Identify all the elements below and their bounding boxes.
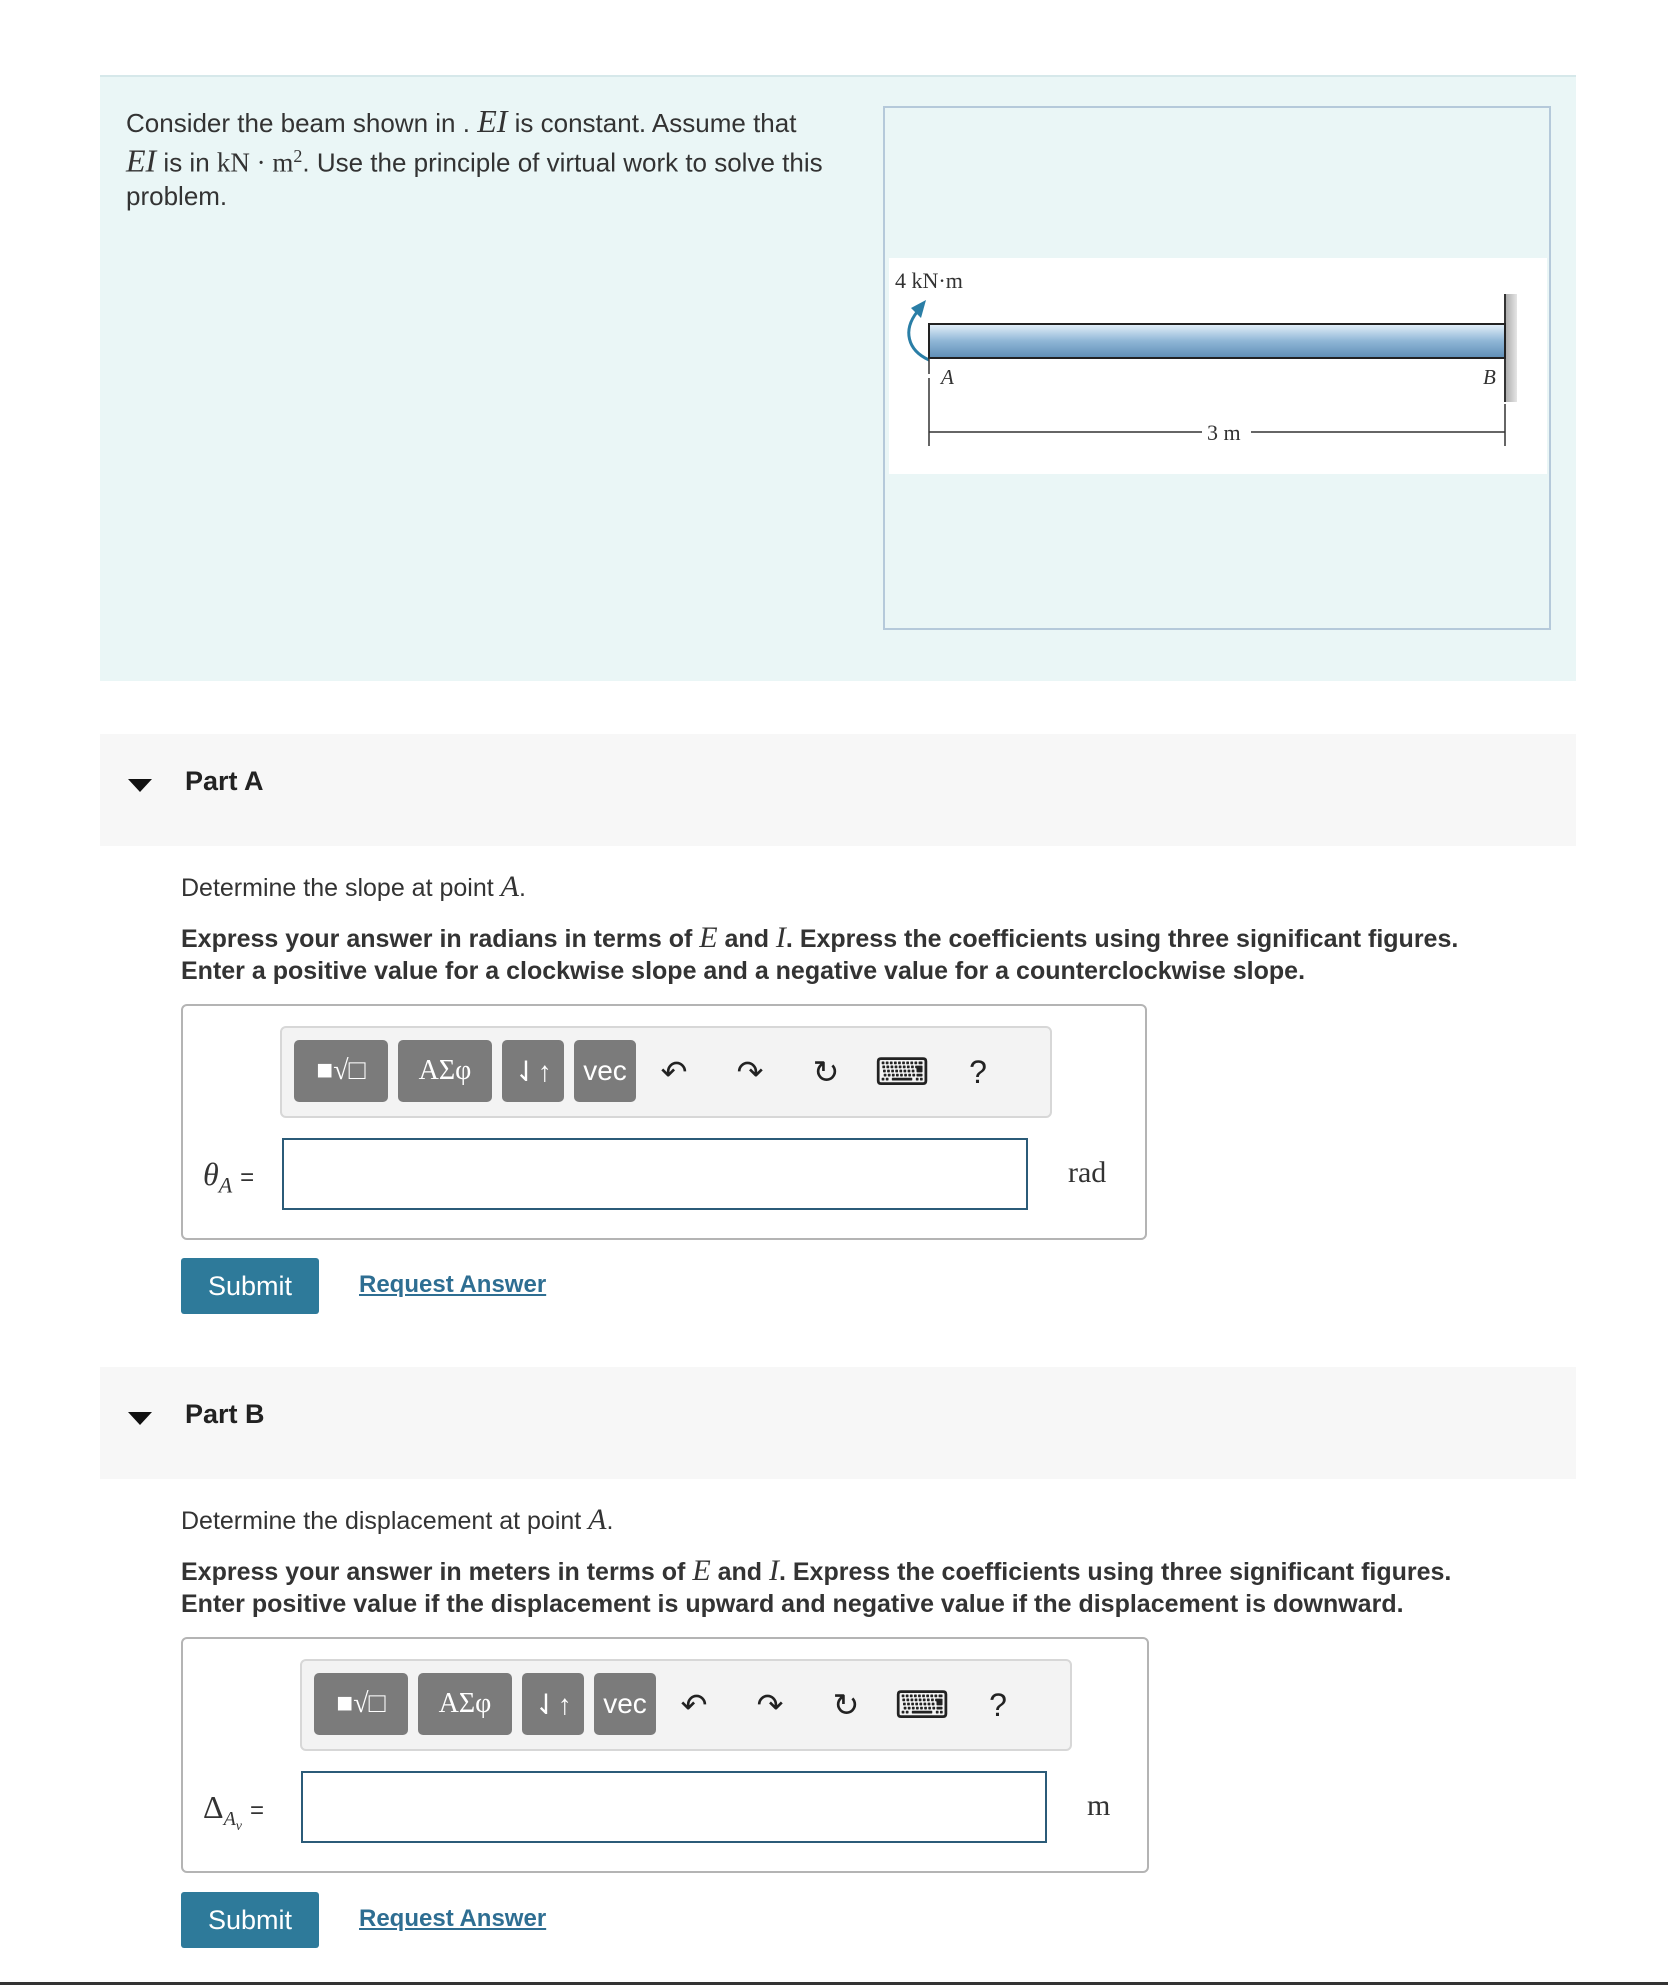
part-b-math-toolbar <box>300 1659 1072 1751</box>
delta-subscript-a: A <box>223 1808 236 1831</box>
delta-av-label <box>203 1789 264 1835</box>
part-b-q-text: Determine the displacement at point <box>181 1507 589 1535</box>
part-b-title: Part B <box>185 1399 265 1429</box>
part-a-instructions <box>181 922 1581 987</box>
part-a-q-var: A <box>500 870 519 903</box>
part-a-question <box>181 870 526 904</box>
part-b-instr-2: . Express the coefficients using three significant figures. <box>778 1558 1452 1586</box>
point-a-label: A <box>941 365 954 389</box>
moment-arrow-icon <box>909 312 929 360</box>
part-a-instr-2: . Express the coefficients using three significant figures. <box>785 925 1459 953</box>
undo-icon[interactable]: ↶ <box>680 1687 708 1723</box>
equals-sign: = <box>240 1164 255 1191</box>
part-a-q-text: Determine the slope at point <box>181 874 501 902</box>
part-b-q-end: . <box>606 1507 614 1535</box>
delta-symbol: Δ <box>203 1789 224 1825</box>
part-b-q-var: A <box>588 1503 607 1536</box>
greek-button[interactable]: ΑΣφ <box>418 1673 512 1735</box>
subscript-superscript-button[interactable]: ⇃↑ <box>522 1673 584 1735</box>
var-ei: EI <box>477 103 508 139</box>
keyboard-icon[interactable]: ⌨ <box>874 1051 930 1094</box>
part-b-instr-1: Express your answer in meters in terms of <box>181 1558 693 1586</box>
theta-subscript: A <box>218 1172 233 1198</box>
collapse-triangle-icon[interactable] <box>128 779 152 792</box>
part-a-var-e: E <box>699 921 718 954</box>
problem-statement <box>126 105 886 213</box>
part-b-instructions <box>181 1555 1581 1620</box>
templates-button[interactable]: ■√□ <box>294 1040 388 1102</box>
part-a-math-toolbar <box>280 1026 1052 1118</box>
part-a-and: and <box>717 925 776 953</box>
collapse-triangle-icon[interactable] <box>128 1412 152 1425</box>
delta-subscript <box>223 1808 243 1835</box>
part-b-instr-3: Enter positive value if the displacement is upward and negative value if the displacement is downward. <box>181 1590 1404 1618</box>
redo-icon[interactable]: ↷ <box>736 1054 764 1090</box>
vec-button[interactable]: vec <box>574 1040 636 1102</box>
part-a-header[interactable] <box>100 734 1576 846</box>
part-b-answer-box <box>181 1637 1149 1873</box>
subscript-superscript-button[interactable]: ⇃↑ <box>502 1040 564 1102</box>
point-b-label: B <box>1483 365 1496 389</box>
theta-a-input[interactable] <box>282 1138 1028 1210</box>
part-b-var-i: I <box>768 1554 779 1587</box>
part-b-question <box>181 1503 613 1537</box>
unit-knm: kN · m <box>216 147 294 178</box>
length-label: 3 m <box>1207 420 1241 445</box>
unit-exponent: 2 <box>293 146 303 166</box>
part-a-var-i: I <box>775 921 786 954</box>
templates-button[interactable]: ■√□ <box>314 1673 408 1735</box>
unit-rad: rad <box>1068 1156 1107 1189</box>
unit-m: m <box>1087 1789 1111 1822</box>
intro-text-1: Consider the beam shown in . <box>126 108 478 138</box>
redo-icon[interactable]: ↷ <box>756 1687 784 1723</box>
figure-frame <box>883 106 1551 630</box>
part-b-var-e: E <box>692 1554 711 1587</box>
help-icon[interactable]: ? <box>989 1686 1007 1723</box>
part-a-instr-3: Enter a positive value for a clockwise slope and a negative value for a counterclockwise slope. <box>181 957 1306 985</box>
part-a-submit-button[interactable]: Submit <box>181 1258 319 1314</box>
part-b-header[interactable] <box>100 1367 1576 1479</box>
beam-diagram <box>889 258 1547 474</box>
theta-symbol: θ <box>203 1156 219 1192</box>
reset-icon[interactable]: ↻ <box>812 1054 840 1090</box>
intro-text-2: is constant. Assume that <box>507 108 797 138</box>
beam-figure <box>889 258 1547 474</box>
part-a-instr-1: Express your answer in radians in terms of <box>181 925 700 953</box>
part-b-submit-button[interactable]: Submit <box>181 1892 319 1948</box>
intro-text-4: . Use the principle of virtual work to solve this problem. <box>126 147 823 211</box>
theta-a-label <box>203 1156 254 1198</box>
greek-button[interactable]: ΑΣφ <box>398 1040 492 1102</box>
intro-text-3: is in <box>156 147 217 178</box>
equals-sign: = <box>250 1797 265 1824</box>
help-icon[interactable]: ? <box>969 1053 987 1090</box>
problem-statement-panel <box>100 75 1576 681</box>
delta-av-input[interactable] <box>301 1771 1047 1843</box>
delta-subscript-v: v <box>235 1819 243 1835</box>
reset-icon[interactable]: ↻ <box>832 1687 860 1723</box>
beam <box>929 324 1505 358</box>
undo-icon[interactable]: ↶ <box>660 1054 688 1090</box>
part-a-answer-box <box>181 1004 1147 1240</box>
part-a-request-answer-link[interactable]: Request Answer <box>359 1271 547 1298</box>
part-b-request-answer-link[interactable]: Request Answer <box>359 1905 547 1932</box>
keyboard-icon[interactable]: ⌨ <box>894 1684 950 1727</box>
fixed-support-wall <box>1505 294 1517 402</box>
part-a-title: Part A <box>185 766 264 796</box>
moment-label: 4 kN·m <box>895 268 963 293</box>
var-ei-2: EI <box>126 142 157 179</box>
part-a-q-end: . <box>518 874 526 902</box>
part-b-and: and <box>710 1558 769 1586</box>
vec-button[interactable]: vec <box>594 1673 656 1735</box>
